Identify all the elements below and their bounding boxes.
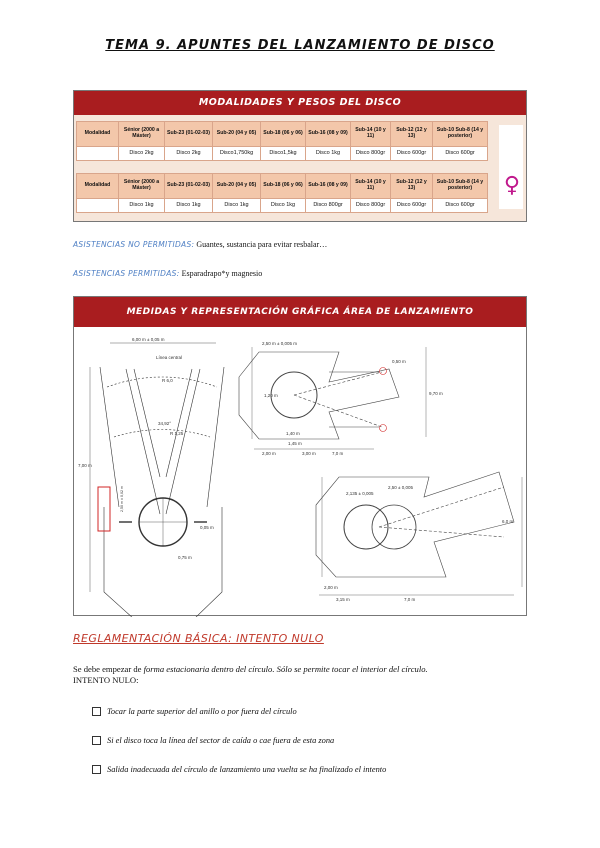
bottom-dim-5: 6,0 m: [502, 519, 514, 524]
foul-item[interactable]: [92, 736, 334, 745]
table-cell: Disco 1kg: [261, 199, 306, 213]
table-header-cell: Sub-20 (04 y 05): [213, 122, 261, 147]
table-header-cell: Sub-23 (01-02-03): [165, 122, 213, 147]
table-header-cell: Sub-16 (08 y 09): [306, 174, 351, 199]
top-dim-1: 2,50 m ± 0,005 m: [262, 341, 297, 346]
foul-item-label: Tocar la parte superior del anillo o por fuera del círculo: [107, 707, 297, 716]
allowed-text: Esparadrapo*y magnesio: [181, 269, 263, 278]
rules-heading: REGLAMENTACIÓN BÁSICA: INTENTO NULO: [73, 632, 324, 645]
cage-angle: 34,92°: [158, 421, 172, 426]
top-dim-4: 1,45 m: [288, 441, 302, 446]
table-header-cell: Sub-12 (12 y 13): [391, 122, 433, 147]
female-icon: ♀: [503, 173, 520, 198]
throwing-area-diagrams: [74, 327, 528, 617]
table-header-cell: Sub-23 (01-02-03): [165, 174, 213, 199]
rules-intro-italic: forma estacionaria dentro del círculo. Sólo se permite tocar el interior del círculo.: [143, 664, 428, 674]
cage-height: 7,00 m: [78, 463, 92, 468]
rules-intro-plain: Se debe empezar de: [73, 664, 144, 674]
bottom-dim-4: 7,0 m: [404, 597, 416, 602]
weights-panel: [73, 90, 527, 222]
not-allowed-text: Guantes, sustancia para evitar resbalar…: [196, 240, 328, 249]
top-dim-5: 2,00 m: [262, 451, 276, 456]
drawings-banner: MEDIDAS Y REPRESENTACIÓN GRÁFICA ÁREA DE LANZAMIENTO: [74, 297, 526, 327]
top-dim-2: 1,20 m: [264, 393, 278, 398]
table-header-cell: Sub-14 (10 y 11): [351, 122, 391, 147]
table-cell: Disco 1kg: [119, 199, 165, 213]
table-cell: [77, 199, 119, 213]
rules-intro: [73, 664, 527, 686]
bottom-dim-1: 2,135 ± 0,005: [346, 491, 374, 496]
table-cell: Disco 600gr: [391, 147, 433, 161]
foul-item-label: Salida inadecuada del círculo de lanzamiento una vuelta se ha finalizado el intento: [107, 765, 387, 774]
table-cell: Disco 800gr: [306, 199, 351, 213]
table-cell: Disco 1kg: [213, 199, 261, 213]
not-allowed-label: ASISTENCIAS NO PERMITIDAS:: [73, 240, 195, 249]
bottom-dim-3: 3,15 m: [336, 597, 350, 602]
table-cell: Disco 1kg: [306, 147, 351, 161]
table-header-cell: Sub-10 Sub-8 (14 y posterior): [433, 174, 488, 199]
cage-diagram: [90, 343, 224, 617]
foul-item[interactable]: [92, 765, 386, 774]
table-cell: Disco 600gr: [391, 199, 433, 213]
cage-centre-line-label: Línea central: [156, 355, 183, 360]
table-header-cell: Sénior (2000 a Máster): [119, 122, 165, 147]
weights-banner: MODALIDADES Y PESOS DEL DISCO: [74, 91, 526, 115]
top-dim-3: 1,40 m: [286, 431, 300, 436]
table-cell: Disco 600gr: [433, 199, 488, 213]
allowed-note: [73, 269, 262, 278]
table-header-cell: Sénior (2000 a Máster): [119, 174, 165, 199]
table-header-cell: Sub-16 (08 y 09): [306, 122, 351, 147]
cage-radius-2: R 1,25: [170, 431, 184, 436]
top-dim-6: 3,00 m: [302, 451, 316, 456]
table-header-cell: Sub-18 (06 y 06): [261, 174, 306, 199]
checkbox[interactable]: [92, 765, 101, 774]
bottom-dim-2: 2,50 ± 0,005: [388, 485, 413, 490]
checkbox[interactable]: [92, 707, 101, 716]
table-header-cell: Sub-20 (04 y 05): [213, 174, 261, 199]
cage-top-width: 6,00 m ± 0,05 m: [132, 337, 165, 342]
table-cell: Disco 600gr: [433, 147, 488, 161]
table-header-cell: Sub-18 (06 y 06): [261, 122, 306, 147]
table-header-cell: Sub-10 Sub-8 (14 y posterior): [433, 122, 488, 147]
cage-boxed-dimension: 2,50 m ± 0,02 m: [120, 486, 124, 512]
table-cell: Disco1,5kg: [261, 147, 306, 161]
cage-radius-1: R 6,0: [162, 378, 173, 383]
table-cell: [77, 147, 119, 161]
cage-ring-thickness: 0,05 m: [200, 525, 214, 530]
table-header-cell: Modalidad: [77, 174, 119, 199]
top-dim-8: 0,50 m: [392, 359, 406, 364]
top-dim-9: 9,70 m: [429, 391, 443, 396]
female-weights-table: [76, 173, 488, 213]
table-header-cell: Modalidad: [77, 122, 119, 147]
table-cell: Disco 800gr: [351, 147, 391, 161]
throwing-area-panel: [73, 296, 527, 616]
allowed-label: ASISTENCIAS PERMITIDAS:: [73, 269, 180, 278]
foul-item-label: Si el disco toca la línea del sector de caída o cae fuera de esta zona: [107, 736, 335, 745]
table-header-cell: Sub-14 (10 y 11): [351, 174, 391, 199]
table-cell: Disco 2kg: [119, 147, 165, 161]
not-allowed-note: [73, 240, 327, 249]
rules-intro-tail: INTENTO NULO:: [73, 675, 139, 685]
table-cell: Disco 2kg: [165, 147, 213, 161]
table-cell: Disco 1kg: [165, 199, 213, 213]
cage-ring-gap: 0,75 m: [178, 555, 192, 560]
table-cell: Disco1,750kg: [213, 147, 261, 161]
foul-item[interactable]: [92, 707, 297, 716]
top-dim-7: 7,0 m: [332, 451, 344, 456]
table-cell: Disco 800gr: [351, 199, 391, 213]
table-header-cell: Sub-12 (12 y 13): [391, 174, 433, 199]
checkbox[interactable]: [92, 736, 101, 745]
bottom-dim-6: 2,00 m: [324, 585, 338, 590]
page-title: TEMA 9. APUNTES DEL LANZAMIENTO DE DISCO: [105, 38, 495, 53]
male-weights-table: [76, 121, 488, 161]
